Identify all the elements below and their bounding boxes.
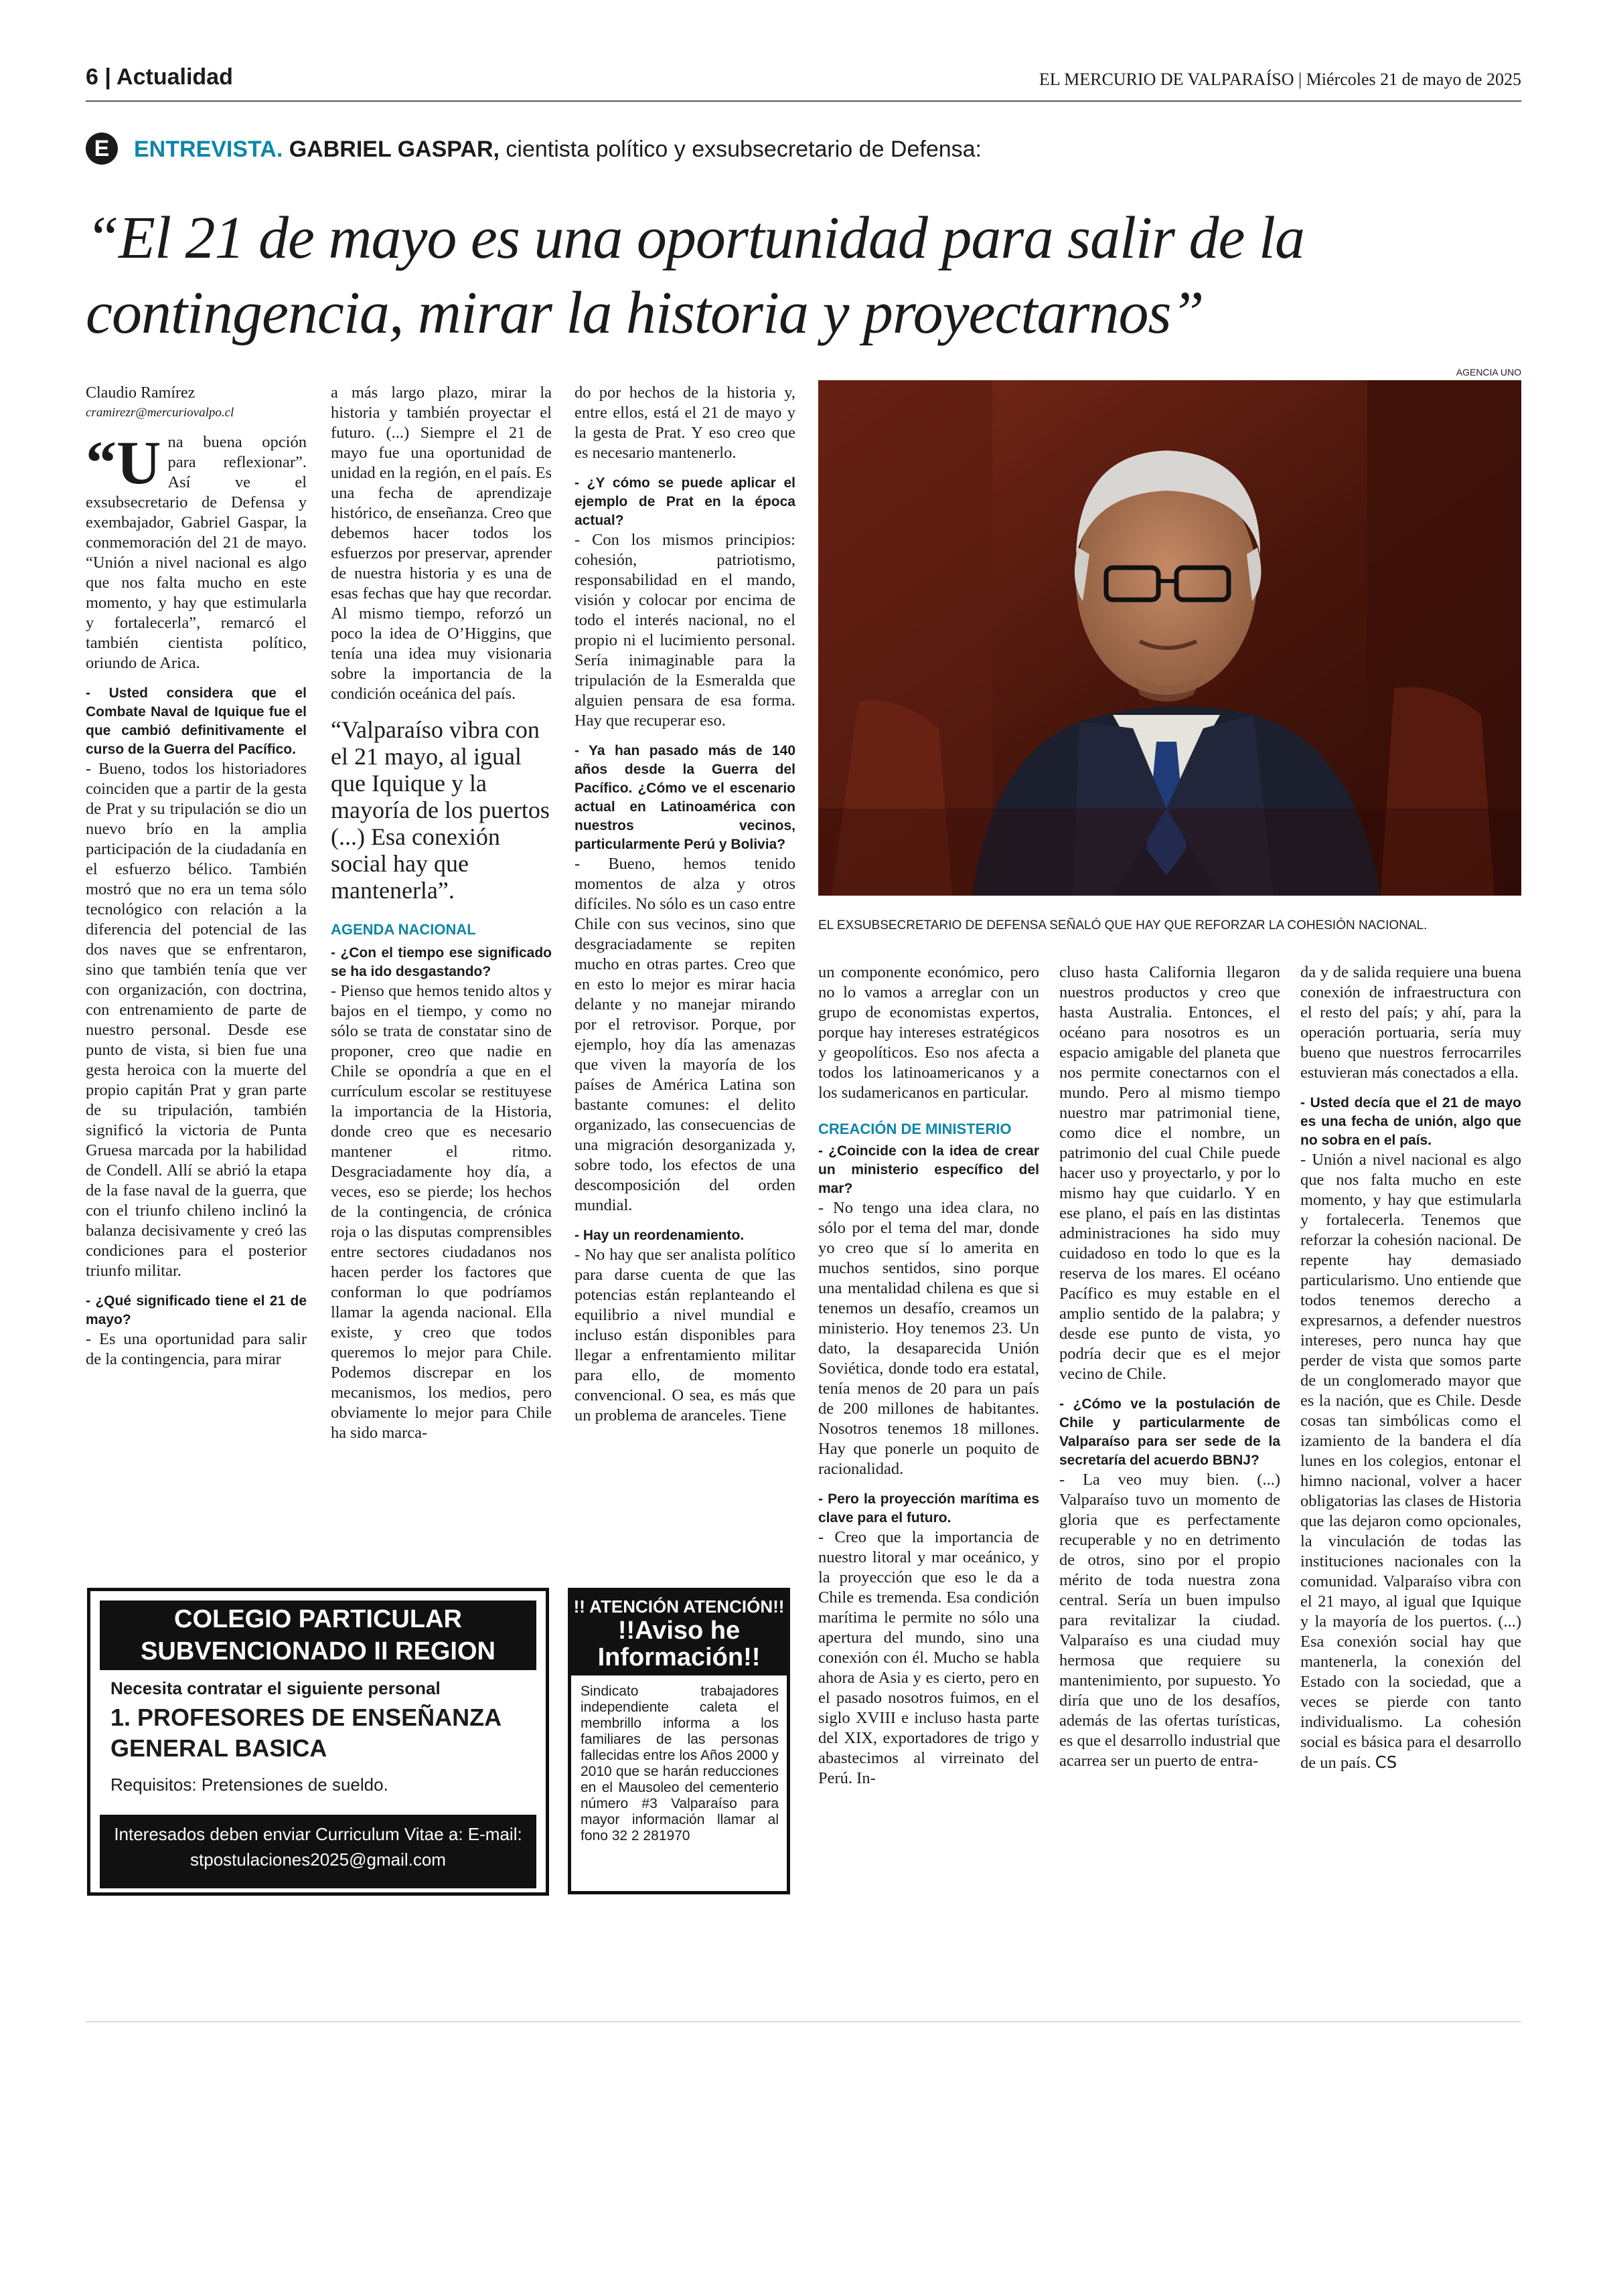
answer: da y de salida requiere una buena conexión de infraestructura con el resto del país; y ahí, para la operación portuaria, sería muy bueno que nuestros ferrocarriles estuvieran más conectados a ella. [1300, 963, 1521, 1082]
question: - ¿Con el tiempo ese significado se ha ido desgastando? [331, 945, 552, 979]
section-subhead: CREACIÓN DE MINISTERIO [818, 1121, 1012, 1137]
question: - ¿Qué significado tiene el 21 de mayo? [86, 1293, 307, 1327]
question: - Hay un reordenamiento. [575, 1228, 745, 1243]
kicker-line [134, 137, 982, 163]
ad-title: COLEGIO PARTICULAR SUBVENCIONADO II REGION [100, 1601, 536, 1670]
section-subhead: AGENDA NACIONAL [331, 921, 476, 938]
article-column-2 [331, 383, 552, 1443]
answer: - No tengo una idea clara, no sólo por el tema del mar, donde yo creo que sí lo amerita en muchos sentidos, sino porque una mentalidad chilena es que si tenemos un desafío, creamos un ministerio. Hoy tenemos 23. Un dato, la desaparecida Unión Soviética, donde todo era estatal, tenía menos de 20 para un país de 200 millones de habitantes. Nosotros tenemos 18 millones. Hay que ponerle un poquito de racionalidad. [818, 1199, 1039, 1478]
classified-ad-aviso [568, 1588, 790, 1894]
ad-header [571, 1591, 787, 1675]
article-column-4 [818, 963, 1039, 1789]
portrait-photo [818, 380, 1521, 896]
ad-contact: Interesados deben enviar Curriculum Vitae a: E-mail: stpostulaciones2025@gmail.com [100, 1815, 536, 1888]
answer: a más largo plazo, mirar la historia y también proyectar el futuro. (...) Siempre el 21 de mayo fue una oportunidad de unidad en la región, en el país. Es una fecha de aprendizaje histórico, de enseñanza. Creo que debemos hacer todos los esfuerzos por preservar, aprender de nuestra historia y es una de esas fechas que hay que recordar. Al mismo tiempo, reforzó un poco la idea de O’Higgins, que tenía una idea muy visionaria sobre la importancia de la condición oceánica del país. [331, 384, 552, 703]
section-label: 6 | Actualidad [86, 64, 233, 90]
question: - Usted considera que el Combate Naval de Iquique fue el que cambió definitivamente el curso de la Guerra del Pacífico. [86, 685, 307, 757]
answer: - Creo que la importancia de nuestro litoral y mar oceánico, y la proyección que eso le da a Chile es tremenda. Esa condición marítima le permite no sólo una apertura del mundo, sino una conexión con él. Mucho se habla ahora de Asia y es cierto, pero en el pasado nosotros fuimos, en el siglo XVIII e incluso hasta parte del XIX, exportadores de trigo y abastecimos al virreinato del Perú. In- [818, 1528, 1039, 1787]
answer: - Bueno, todos los historiadores coinciden que a partir de la gesta de Prat y su tripulación se dio un nuevo brío en la amplia participación de la ciudadanía en el esfuerzo bélico. También mostró que no era un tema sólo tecnológico con relación a la diferencia del potencial de las dos naves que se enfrentaron, sino que también tenía que ver con organización, con doctrina, con entrenamiento de parte de nuestro personal. Desde ese punto de vista, si bien fue una gesta heroica con la muerte del propio capitán Prat y gran parte de su tripulación, también significó la victoria de Punta Gruesa marcada por la habilidad de Condell. Allí se abrió la etapa de la fase naval de la guerra, que con el triunfo chileno inclinó la balanza decisivamente y creó las condiciones para el posterior triunfo militar. [86, 760, 307, 1280]
question: - ¿Y cómo se puede aplicar el ejemplo de Prat en la época actual? [575, 475, 795, 528]
answer: un componente económico, pero no lo vamos a arreglar con un grupo de economistas expertos, porque hay intereses estratégicos y geopolíticos. Eso nos afecta a todos los latinoamericanos y a los sudamericanos en particular. [818, 963, 1039, 1102]
article-column-1 [86, 383, 307, 1370]
lead-paragraph: na buena opción para reflexionar”. Así ve el exsubsecretario de Defensa y exembajador, Gabriel Gaspar, la conmemoración del 21 de mayo. “Unión a nivel nacional es algo que nos falta mucho en este momento, y hay que estimularla y fortalecerla”, remarcó el también cientista político, oriundo de Arica. [86, 433, 307, 672]
kicker-label: ENTREVISTA. [134, 137, 283, 162]
article-column-3 [575, 383, 795, 1426]
photo-credit: AGENCIA UNO [1456, 367, 1521, 378]
answer: - La veo muy bien. (...) Valparaíso tuvo un momento de gloria que es perfectamente recuperable y no en detrimento de otros, sino por el propio mérito de toda nuestra zona central. Sería un buen impulso para revitalizar la ciudad. Valparaíso es una ciudad muy hermosa que requiere su mantenimiento, por supuesto. Yo diría que uno de los desafíos, además de las ofertas turísticas, es que el desarrollo industrial que acarrea ser un puerto de entra- [1059, 1471, 1280, 1770]
pull-quote: “Valparaíso vibra con el 21 mayo, al igual que Iquique y la mayoría de los puertos (...) Esa conexión social hay que mantenerla”. [331, 716, 550, 904]
ad-attention: !! ATENCIÓN ATENCIÓN!! [573, 1596, 785, 1617]
ad-requirements: Requisitos: Pretensiones de sueldo. [110, 1775, 388, 1795]
interview-badge: E [86, 133, 118, 165]
headline: “El 21 de mayo es una oportunidad para salir de la contingencia, mirar la historia y proyectarnos” [86, 205, 1304, 346]
answer: - Unión a nivel nacional es algo que nos falta mucho en este momento, y hay que estimularla y fortalecerla. Tenemos que reforzar la cohesión nacional. De repente hay demasiado particularismo. Uno entiende que todos tenemos derecho a expresarnos, a defender nuestros intereses, pero nunca hay que perder de vista que somos parte de un conglomerado mayor que es la nación, que es Chile. Desde cosas tan simbólicas como el izamiento de la bandera el día lunes en los colegios, entonar el himno nacional, volver a hacer obligatorias las clases de Historia que las dejaron como opcionales, la vinculación de todas las instituciones nacionales con la comunidad. Valparaíso vibra con el 21 mayo, al igual que Iquique y la mayoría de los puertos. (...) Esa conexión social hay que mantenerla, la conexión del Estado con la sociedad, que a veces se pierde con tanto individualismo. La cohesión social es básica para el desarrollo de un país. [1300, 1151, 1521, 1772]
kicker-role: cientista político y exsubsecretario de Defensa: [506, 137, 982, 162]
ad-title: !!Aviso he Información!! [597, 1617, 761, 1671]
ad-position: 1. PROFESORES DE ENSEÑANZA GENERAL BASICA [110, 1704, 501, 1762]
ad-body: Sindicato trabajadores independiente caleta el membrillo informa a los familiares de las personas fallecidas entre los Años 2000 y 2010 que se harán reducciones en el Mausoleo del cementerio número #3 Valparaíso para mayor información llamar al fono 32 2 281970 [581, 1684, 779, 1843]
byline-email: cramirezr@mercuriovalpo.cl [86, 406, 234, 420]
end-mark: CS [1375, 1752, 1397, 1772]
article-column-5 [1059, 963, 1280, 1771]
dropcap: “U [86, 428, 161, 497]
answer: - No hay que ser analista político para darse cuenta de que las potencias están replanteando el equilibrio a nivel mundial e incluso están disponibles para llegar a enfrentamiento militar para ello, de momento convencional. O sea, es más que un problema de aranceles. Tiene [575, 1246, 795, 1424]
portrait-illustration [818, 380, 1521, 896]
question: - ¿Coincide con la idea de crear un ministerio específico del mar? [818, 1143, 1039, 1196]
kicker-name: GABRIEL GASPAR, [289, 137, 500, 162]
question: - Usted decía que el 21 de mayo es una fecha de unión, algo que no sobra en el país. [1300, 1095, 1521, 1148]
answer: - Bueno, hemos tenido momentos de alza y otros difíciles. No sólo es un caso entre Chile con sus vecinos, sino que desgraciadamente se repiten mucho en otras partes. Creo que en esto lo mejor es mirar hacia delante y no manejar mirando por el retrovisor. Porque, por ejemplo, hoy día las amenazas que viven la mayoría de los países de América Latina son bastante comunes: el delito organizado, las consecuencias de una migración desorganizada y, sobre todo, los efectos de una descomposición del orden mundial. [575, 855, 795, 1214]
question: - Ya han pasado más de 140 años desde la Guerra del Pacífico. ¿Cómo ve el escenario actual en Latinoamérica con nuestros vecinos, particularmente Perú y Bolivia? [575, 743, 795, 852]
paper-dateline: EL MERCURIO DE VALPARAÍSO | Miércoles 21 de mayo de 2025 [1039, 70, 1521, 89]
answer: cluso hasta California llegaron nuestros productos y creo que hasta Australia. Entonces, el océano para nosotros es un espacio amigable del planeta que nos permite conectarnos con el mundo. Pero al mismo tiempo nuestro mar patrimonial tiene, como dice el nombre, un patrimonio del cual Chile puede hacer uso y proyectarlo, y por lo mismo hay que cuidarlo. Y en ese plano, el país en las distintas administraciones ha sido muy cuidadoso en todo lo que es la reserva de los mares. El océano Pacífico es muy estable en el amplio sentido de la palabra; y desde ese punto de vista, yo podría decir que es el mejor vecino de Chile. [1059, 963, 1280, 1383]
question: - Pero la proyección marítima es clave para el futuro. [818, 1491, 1039, 1526]
answer: - Con los mismos principios: cohesión, patriotismo, responsabilidad en el mando, visión y colocar por encima de todo el interés nacional, no el propio ni el lucimiento personal. Sería inimaginable para la tripulación de la Esmeralda que alguien pensara de esa forma. Hay que recuperar eso. [575, 531, 795, 730]
article-column-6 [1300, 963, 1521, 1773]
answer: - Pienso que hemos tenido altos y bajos en el tiempo, y como no sólo se trata de constatar sino de proponer, creo que nadie en Chile se opondría a que en el currículum escolar se restituyese la importancia de la Historia, donde creo que es necesario mantener el ritmo. Desgraciadamente hoy día, a veces, eso se pierde; los hechos de la contingencia, de crónica roja o las disputas comprensibles entre sectores ciudadanos nos hacen perder los factores que conforman lo que podríamos llamar la agenda nacional. Ella existe, y creo que todos queremos lo mejor para Chile. Podemos discrepar en los mecanismos, los medios, pero obviamente lo mejor para Chile ha sido marca- [331, 982, 552, 1442]
answer: - Es una oportunidad para salir de la contingencia, para mirar [86, 1330, 307, 1368]
ad-hiring-line: Necesita contratar el siguiente personal [110, 1678, 441, 1698]
header-rule [86, 100, 1521, 102]
question: - ¿Cómo ve la postulación de Chile y particularmente de Valparaíso para ser sede de la secretaría del acuerdo BBNJ? [1059, 1396, 1280, 1468]
classified-ad-colegio [87, 1588, 549, 1896]
answer: do por hechos de la historia y, entre ellos, está el 21 de mayo y la gesta de Prat. Y eso creo que es necesario mantenerlo. [575, 384, 795, 462]
byline-author: Claudio Ramírez [86, 384, 196, 402]
photo-caption: EL EXSUBSECRETARIO DE DEFENSA SEÑALÓ QUE HAY QUE REFORZAR LA COHESIÓN NACIONAL. [818, 918, 1428, 932]
